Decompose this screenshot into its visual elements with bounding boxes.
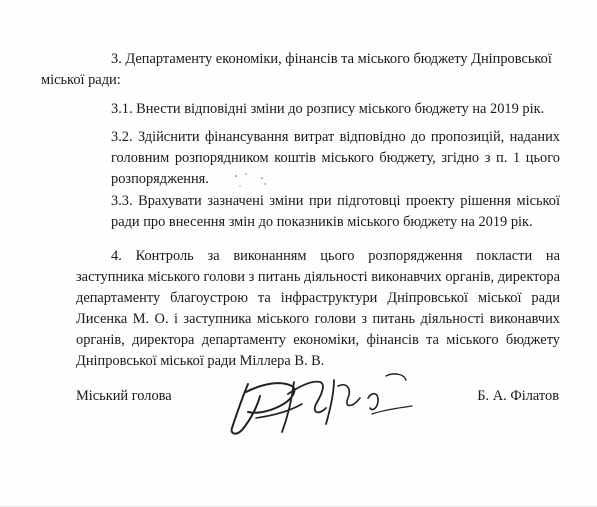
signatory-title: Міський голова bbox=[76, 388, 172, 404]
paragraph-item-3-2: 3.2. Здійснити фінансування витрат відповідно до пропозицій, наданих головним розпорядником коштів міського бюджету, згідно з п. 1 цього розпорядження. bbox=[111, 129, 560, 187]
item-3-first-line: 3. Департаменту економіки, фінансів та міського бюджету Дніпровської bbox=[111, 51, 552, 67]
item-3-second-line: міської ради: bbox=[41, 72, 121, 88]
handwritten-signature bbox=[222, 358, 422, 444]
paragraph-item-3-1: 3.1. Внести відповідні зміни до розпису міського бюджету на 2019 рік. bbox=[111, 101, 545, 117]
paragraph-item-3-3: 3.3. Врахувати зазначені зміни при підготовці проекту рішення міської ради про внесення змін до показників міського бюджету на 2019 рік. bbox=[111, 193, 560, 230]
signatory-name: Б. А. Філатов bbox=[477, 388, 559, 404]
paragraph-item-4: 4. Контроль за виконанням цього розпорядження покласти на заступника міського голови з питань діяльності виконавчих органів, директора департаменту благоустрою та інфраструктури Дніпровської міської ради Лисенка М. О. і заступника міського голови з питань діяльності виконавчих органів, директора департаменту економіки, фінансів та міського бюджету Дніпровської міської ради Міллера В. В. bbox=[76, 248, 560, 369]
paragraph-item-3 bbox=[41, 49, 560, 91]
